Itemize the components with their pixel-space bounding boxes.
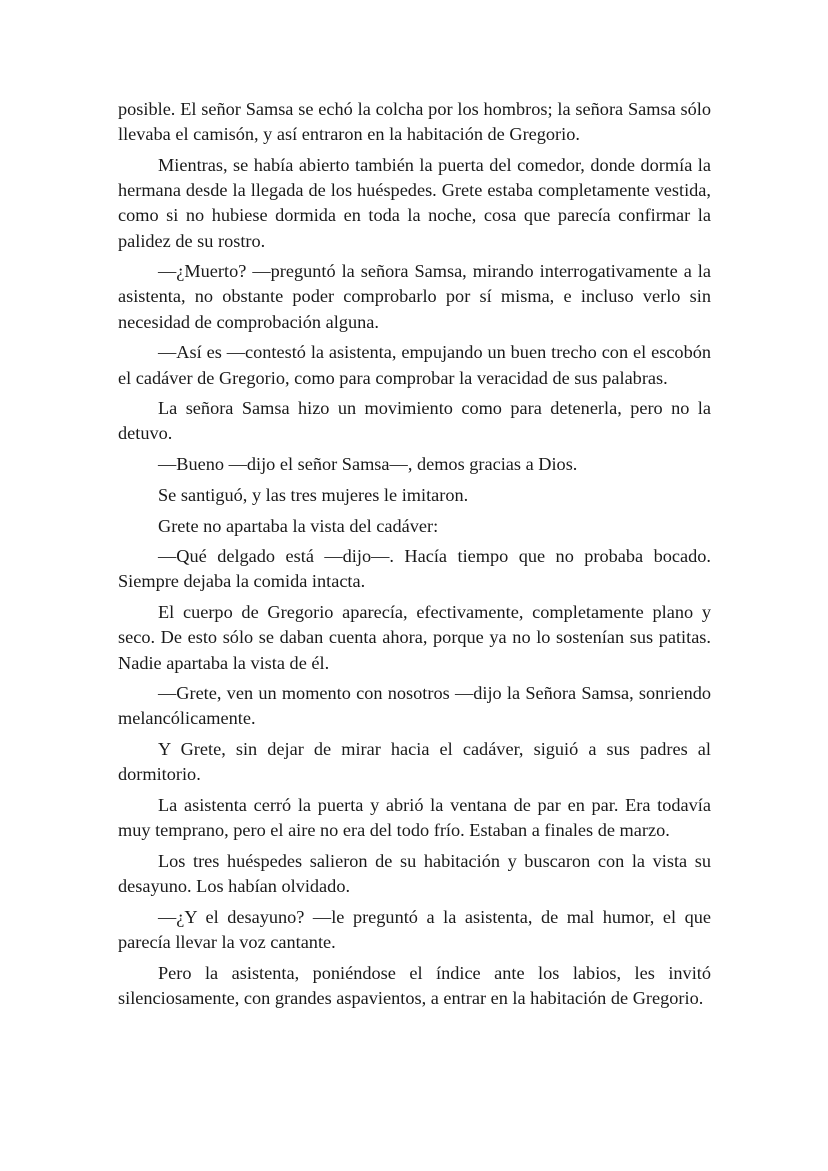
paragraph: —Así es —contestó la asistenta, empujando un buen trecho con el escobón el cadáver de Gregorio, como para comprobar la veracidad de sus palabras. — [118, 342, 711, 388]
paragraph: —¿Muerto? —preguntó la señora Samsa, mirando interrogativamente a la asistenta, no obstante poder comprobarlo por sí misma, e incluso verlo sin necesidad de comprobación alguna. — [118, 261, 711, 332]
paragraph: —Bueno —dijo el señor Samsa—, demos gracias a Dios. — [158, 454, 578, 475]
paragraph: Los tres huéspedes salieron de su habitación y buscaron con la vista su desayuno. Los habían olvidado. — [118, 850, 711, 897]
paragraph: Y Grete, sin dejar de mirar hacia el cadáver, siguió a sus padres al dormitorio. — [118, 739, 711, 785]
paragraph: —Grete, ven un momento con nosotros —dijo la Señora Samsa, sonriendo melancólicamente. — [118, 683, 711, 729]
paragraph: Se santiguó, y las tres mujeres le imitaron. — [158, 484, 469, 505]
paragraph: El cuerpo de Gregorio aparecía, efectivamente, completamente plano y seco. De esto sólo se daban cuenta ahora, porque ya no lo sostenían sus patitas. Nadie apartaba la vista de él. — [118, 602, 711, 673]
paragraph: —¿Y el desayuno? —le preguntó a la asistenta, de mal humor, el que parecía llevar la voz cantante. — [118, 906, 711, 953]
paragraph: La asistenta cerró la puerta y abrió la ventana de par en par. Era todavía muy temprano, pero el aire no era del todo frío. Estaban a finales de marzo. — [118, 795, 711, 841]
paragraph: Pero la asistenta, poniéndose el índice ante los labios, les invitó silenciosamente, con grandes aspavientos, a entrar en la habitación de Gregorio. — [118, 962, 711, 1008]
paragraph: posible. El señor Samsa se echó la colcha por los hombros; la señora Samsa sólo llevaba el camisón, y así entraron en la habitación de Gregorio. — [118, 99, 711, 145]
paragraph: —Qué delgado está —dijo—. Hacía tiempo que no probaba bocado. Siempre dejaba la comida intacta. — [118, 546, 711, 592]
page-body — [118, 97, 711, 1017]
paragraph: La señora Samsa hizo un movimiento como para detenerla, pero no la detuvo. — [118, 398, 711, 444]
paragraph: Grete no apartaba la vista del cadáver: — [158, 515, 439, 536]
paragraph: Mientras, se había abierto también la puerta del comedor, donde dormía la hermana desde la llegada de los huéspedes. Grete estaba completamente vestida, como si no hubiese dormida en toda la noche, cosa que parecía confirmar la palidez de su rostro. — [118, 154, 711, 251]
